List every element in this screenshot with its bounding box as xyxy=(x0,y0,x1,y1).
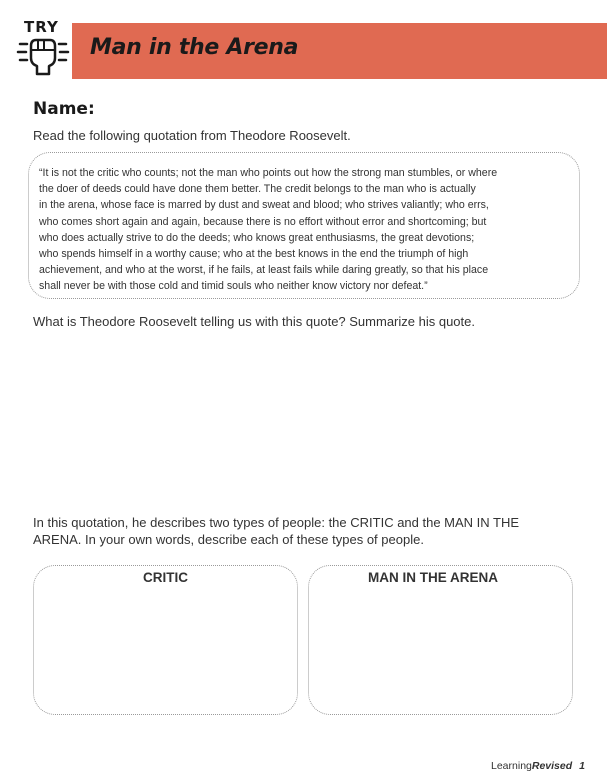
man-in-arena-box-title: MAN IN THE ARENA xyxy=(368,570,498,585)
question-1: What is Theodore Roosevelt telling us with this quote? Summarize his quote. xyxy=(33,314,475,329)
quote-line: who does actually strive to do the deeds; who knows great enthusiasms, the great devotions; xyxy=(39,231,475,244)
quote-line: who spends himself in a worthy cause; who at the best knows in the end the triumph of high xyxy=(39,248,469,261)
quote-line: who comes short again and again, because there is no effort without error and shortcoming; but xyxy=(39,215,487,228)
critic-answer-box[interactable] xyxy=(33,565,298,715)
quote-line: the doer of deeds could have done them better. The credit belongs to the man who is actually xyxy=(39,183,476,196)
brand-suffix: Revised xyxy=(531,760,573,772)
quote-line: “It is not the critic who counts; not the man who points out how the strong man stumbles, or where xyxy=(39,167,498,179)
name-label: Name: xyxy=(33,99,95,119)
quote-text xyxy=(39,165,564,295)
quote-line: achievement, and who at the worst, if he fails, at least fails while daring greatly, so that his place xyxy=(39,264,489,277)
raised-fist-icon xyxy=(16,36,70,80)
question-2-line: ARENA. In your own words, describe each of these types of people. xyxy=(33,532,424,547)
footer xyxy=(491,760,585,772)
page-title: Man in the Arena xyxy=(90,35,299,60)
critic-box-title: CRITIC xyxy=(143,570,188,585)
quote-line: shall never be with those cold and timid souls who neither know victory nor defeat.” xyxy=(39,280,428,293)
question-2 xyxy=(33,514,573,548)
instruction-text: Read the following quotation from Theodore Roosevelt. xyxy=(33,128,351,143)
man-in-arena-answer-box[interactable] xyxy=(308,565,573,715)
page-number: 1 xyxy=(579,760,585,772)
try-badge: TRY xyxy=(24,18,59,36)
quote-line: in the arena, whose face is marred by dust and sweat and blood; who strives valiantly; who errs, xyxy=(39,199,489,212)
brand-prefix: Learning xyxy=(491,760,532,772)
question-2-line: In this quotation, he describes two types of people: the CRITIC and the MAN IN THE xyxy=(33,515,520,530)
